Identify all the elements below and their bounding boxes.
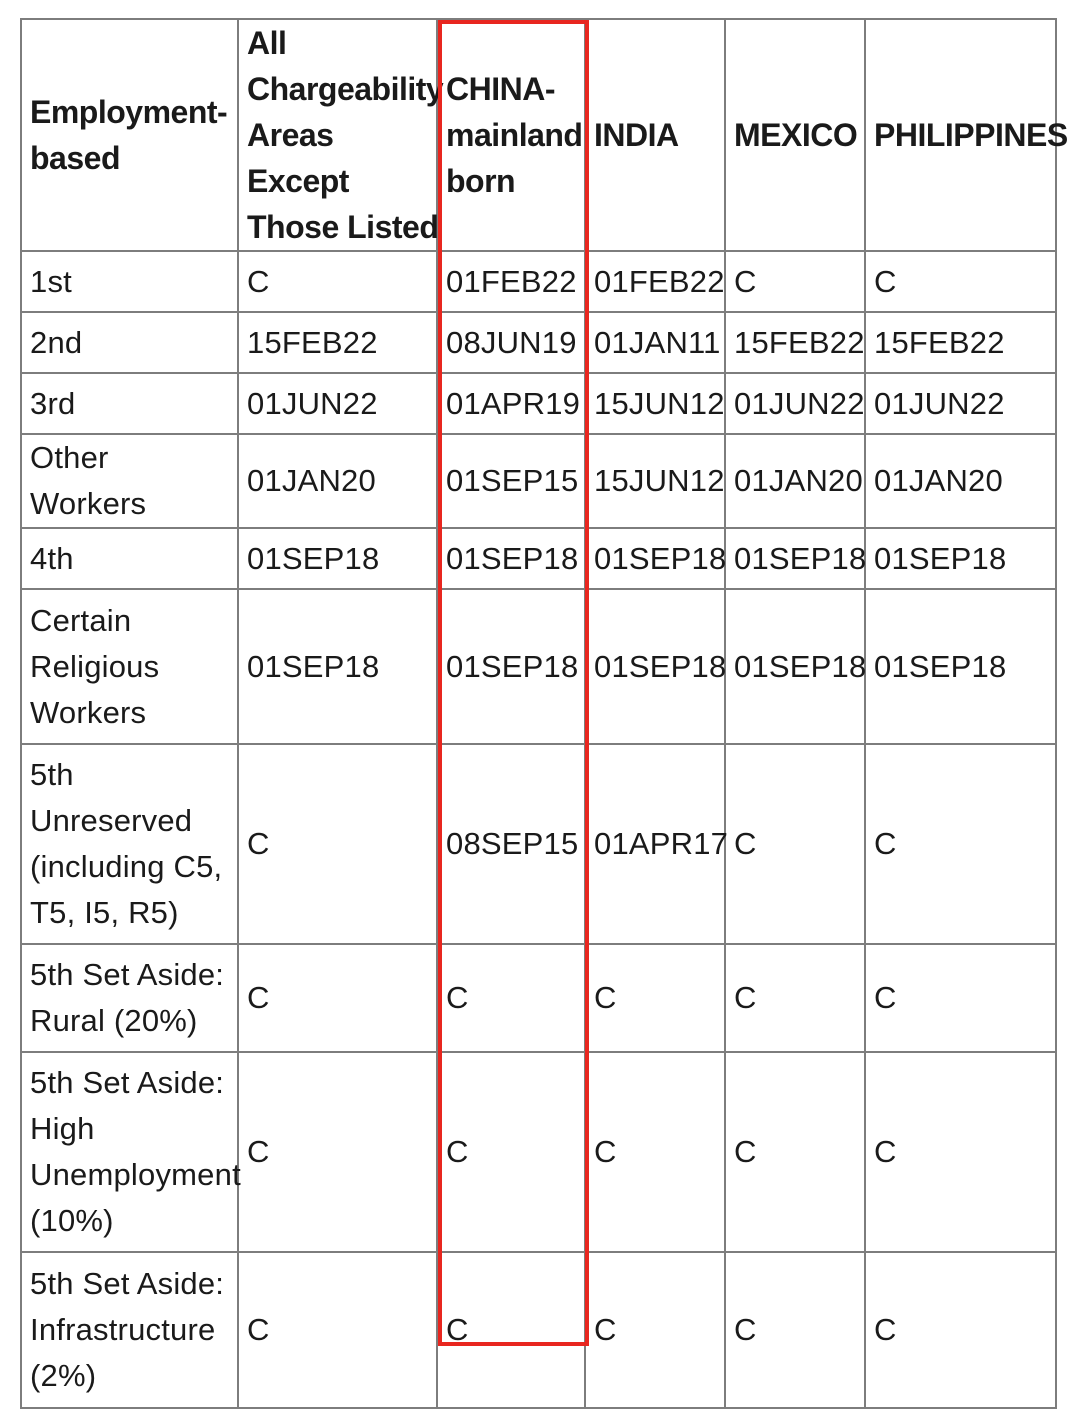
table-cell: C: [437, 944, 585, 1052]
table-cell: 01SEP18: [725, 528, 865, 589]
table-cell: 15FEB22: [865, 312, 1056, 373]
table-cell: C: [238, 944, 437, 1052]
table-cell: C: [865, 744, 1056, 944]
table-cell: 15FEB22: [725, 312, 865, 373]
table-cell: C: [725, 251, 865, 312]
table-row: [21, 373, 1056, 434]
table-row: [21, 944, 1056, 1052]
row-label: 5th Set Aside: Infrastructure (2%): [21, 1252, 238, 1408]
table-cell: 01FEB22: [585, 251, 725, 312]
table-row: [21, 434, 1056, 528]
table-cell: C: [865, 251, 1056, 312]
table-cell: C: [865, 1052, 1056, 1252]
table-cell: C: [238, 1052, 437, 1252]
table-cell: C: [238, 744, 437, 944]
table-cell: C: [437, 1052, 585, 1252]
table-row: [21, 744, 1056, 944]
row-label: 1st: [21, 251, 238, 312]
table-cell: C: [865, 944, 1056, 1052]
table-cell: 01JAN20: [238, 434, 437, 528]
table-cell: C: [865, 1252, 1056, 1408]
visa-bulletin-table: [20, 18, 1068, 1409]
table-cell: 01SEP15: [437, 434, 585, 528]
table-header-row: [21, 19, 1056, 251]
table-cell: 01SEP18: [865, 589, 1056, 744]
row-label: Other Workers: [21, 434, 238, 528]
row-label: 4th: [21, 528, 238, 589]
header-all-chargeability: All Chargeability Areas Except Those Listed: [238, 19, 437, 251]
header-employment-based: Employment-based: [21, 19, 238, 251]
row-label: Certain Religious Workers: [21, 589, 238, 744]
header-china: CHINA-mainland born: [437, 19, 585, 251]
table-cell: 01SEP18: [437, 528, 585, 589]
table-cell: 01SEP18: [238, 589, 437, 744]
table-cell: 01SEP18: [437, 589, 585, 744]
header-india: INDIA: [585, 19, 725, 251]
table-cell: C: [585, 944, 725, 1052]
table-cell: 01JAN11: [585, 312, 725, 373]
table-cell: 08SEP15: [437, 744, 585, 944]
visa-bulletin-table-container: [20, 18, 1068, 1393]
table-cell: C: [725, 744, 865, 944]
table-cell: 01SEP18: [585, 589, 725, 744]
header-philippines: PHILIPPINES: [865, 19, 1056, 251]
table-row: [21, 589, 1056, 744]
table-cell: 01SEP18: [585, 528, 725, 589]
table-cell: 15JUN12: [585, 373, 725, 434]
table-cell: C: [725, 944, 865, 1052]
table-cell: C: [437, 1252, 585, 1408]
table-cell: 01FEB22: [437, 251, 585, 312]
table-cell: C: [585, 1052, 725, 1252]
table-cell: 01JUN22: [865, 373, 1056, 434]
table-cell: 01APR17: [585, 744, 725, 944]
table-cell: C: [238, 251, 437, 312]
table-row: [21, 312, 1056, 373]
table-cell: C: [238, 1252, 437, 1408]
table-cell: C: [725, 1252, 865, 1408]
table-row: [21, 1252, 1056, 1408]
header-mexico: MEXICO: [725, 19, 865, 251]
row-label: 5th Set Aside: High Unemployment (10%): [21, 1052, 238, 1252]
table-cell: 01JAN20: [725, 434, 865, 528]
table-cell: C: [725, 1052, 865, 1252]
row-label: 3rd: [21, 373, 238, 434]
table-row: [21, 1052, 1056, 1252]
table-cell: 01JAN20: [865, 434, 1056, 528]
table-row: [21, 528, 1056, 589]
table-cell: 01SEP18: [725, 589, 865, 744]
table-cell: 01SEP18: [865, 528, 1056, 589]
table-cell: 01JUN22: [238, 373, 437, 434]
table-cell: 08JUN19: [437, 312, 585, 373]
table-cell: 15JUN12: [585, 434, 725, 528]
table-cell: 01SEP18: [238, 528, 437, 589]
row-label: 2nd: [21, 312, 238, 373]
row-label: 5th Unreserved (including C5, T5, I5, R5): [21, 744, 238, 944]
row-label: 5th Set Aside: Rural (20%): [21, 944, 238, 1052]
table-row: [21, 251, 1056, 312]
table-cell: 15FEB22: [238, 312, 437, 373]
table-cell: C: [585, 1252, 725, 1408]
table-cell: 01APR19: [437, 373, 585, 434]
table-cell: 01JUN22: [725, 373, 865, 434]
